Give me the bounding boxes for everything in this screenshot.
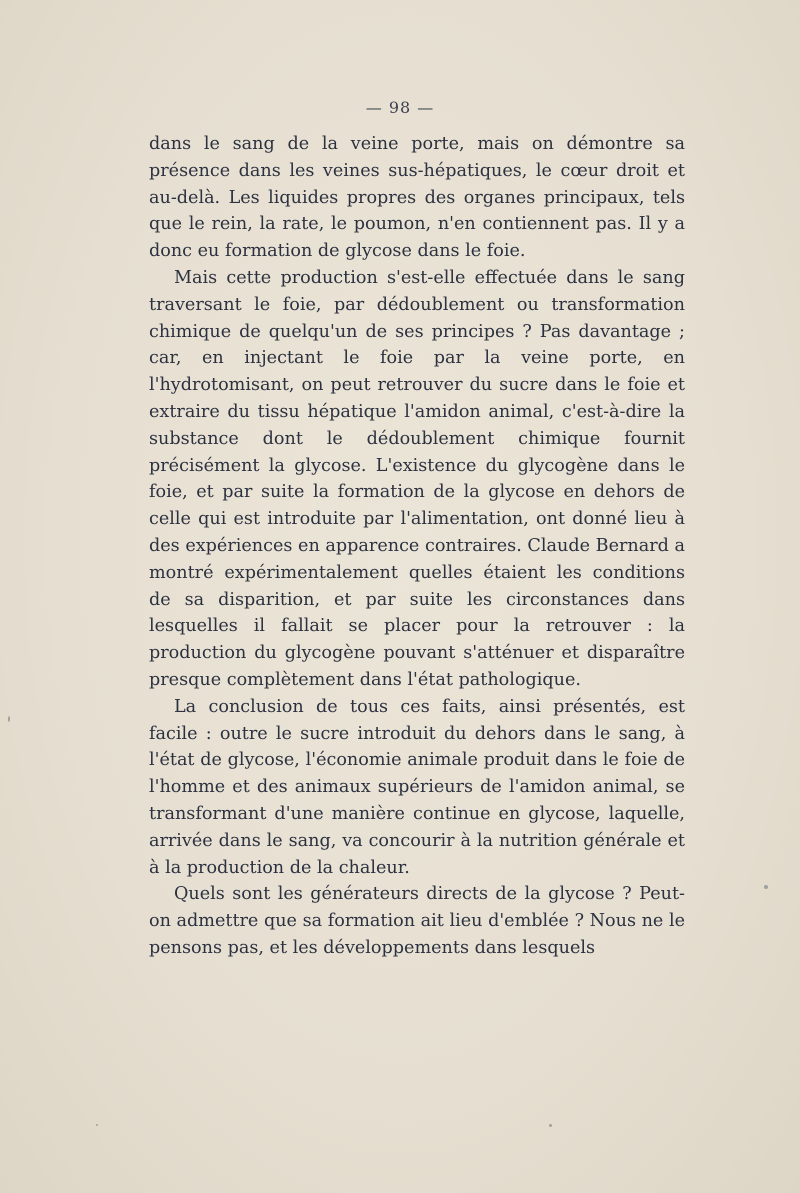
paper-speck	[764, 885, 768, 889]
paragraph-3: La conclusion de tous ces faits, ainsi présentés, est facile : outre le sucre introduit du dehors dans le sang, à l'état de glycose, l'économie animale produit dans le foie de l'homme et des animaux supérieurs de l'amidon animal, se transformant d'une manière continue en glycose, laquelle, arrivée dans le sang, va concourir à la nutrition générale et à la production de la chaleur.	[149, 696, 685, 878]
paragraph-1: dans le sang de la veine porte, mais on démontre sa présence dans les veines sus-hépatiques, le cœur droit et au-delà. Les liquides propres des organes principaux, tels que le rein, la rate, le poumon, n'en contiennent pas. Il y a donc eu formation de glycose dans le foie.	[149, 134, 685, 262]
paragraph-2: Mais cette production s'est-elle effectuée dans le sang traversant le foie, par dédoublement ou transformation chimique de quelqu'un de ses principes ? Pas davantage ; car, en injectant le foie par la veine porte, en l'hydrotomisant, on peut retrouver du sucre dans le foie et extraire du tissu hépatique l'amidon animal, c'est-à-dire la substance dont le dédoublement chimique fournit précisément la glycose. L'existence du glycogène dans le foie, et par suite la formation de la glycose en dehors de celle qui est introduite par l'alimentation, ont donné lieu à des expériences en apparence contraires. Claude Bernard a montré expérimentalement quelles étaient les conditions de sa disparition, et par suite les circonstances dans lesquelles il fallait se placer pour la retrouver : la production du glycogène pouvant s'atténuer et disparaître presque complètement dans l'état pathologique.	[149, 267, 685, 690]
paper-speck	[96, 1124, 98, 1126]
paragraph-4: Quels sont les générateurs directs de la glycose ? Peut-on admettre que sa formation ait lieu d'emblée ? Nous ne le pensons pas, et les développements dans lesquels	[149, 884, 685, 958]
body-text	[149, 131, 685, 962]
paper-speck	[8, 716, 10, 722]
paper-speck	[549, 1124, 552, 1127]
page-number: — 98 —	[365, 98, 435, 117]
